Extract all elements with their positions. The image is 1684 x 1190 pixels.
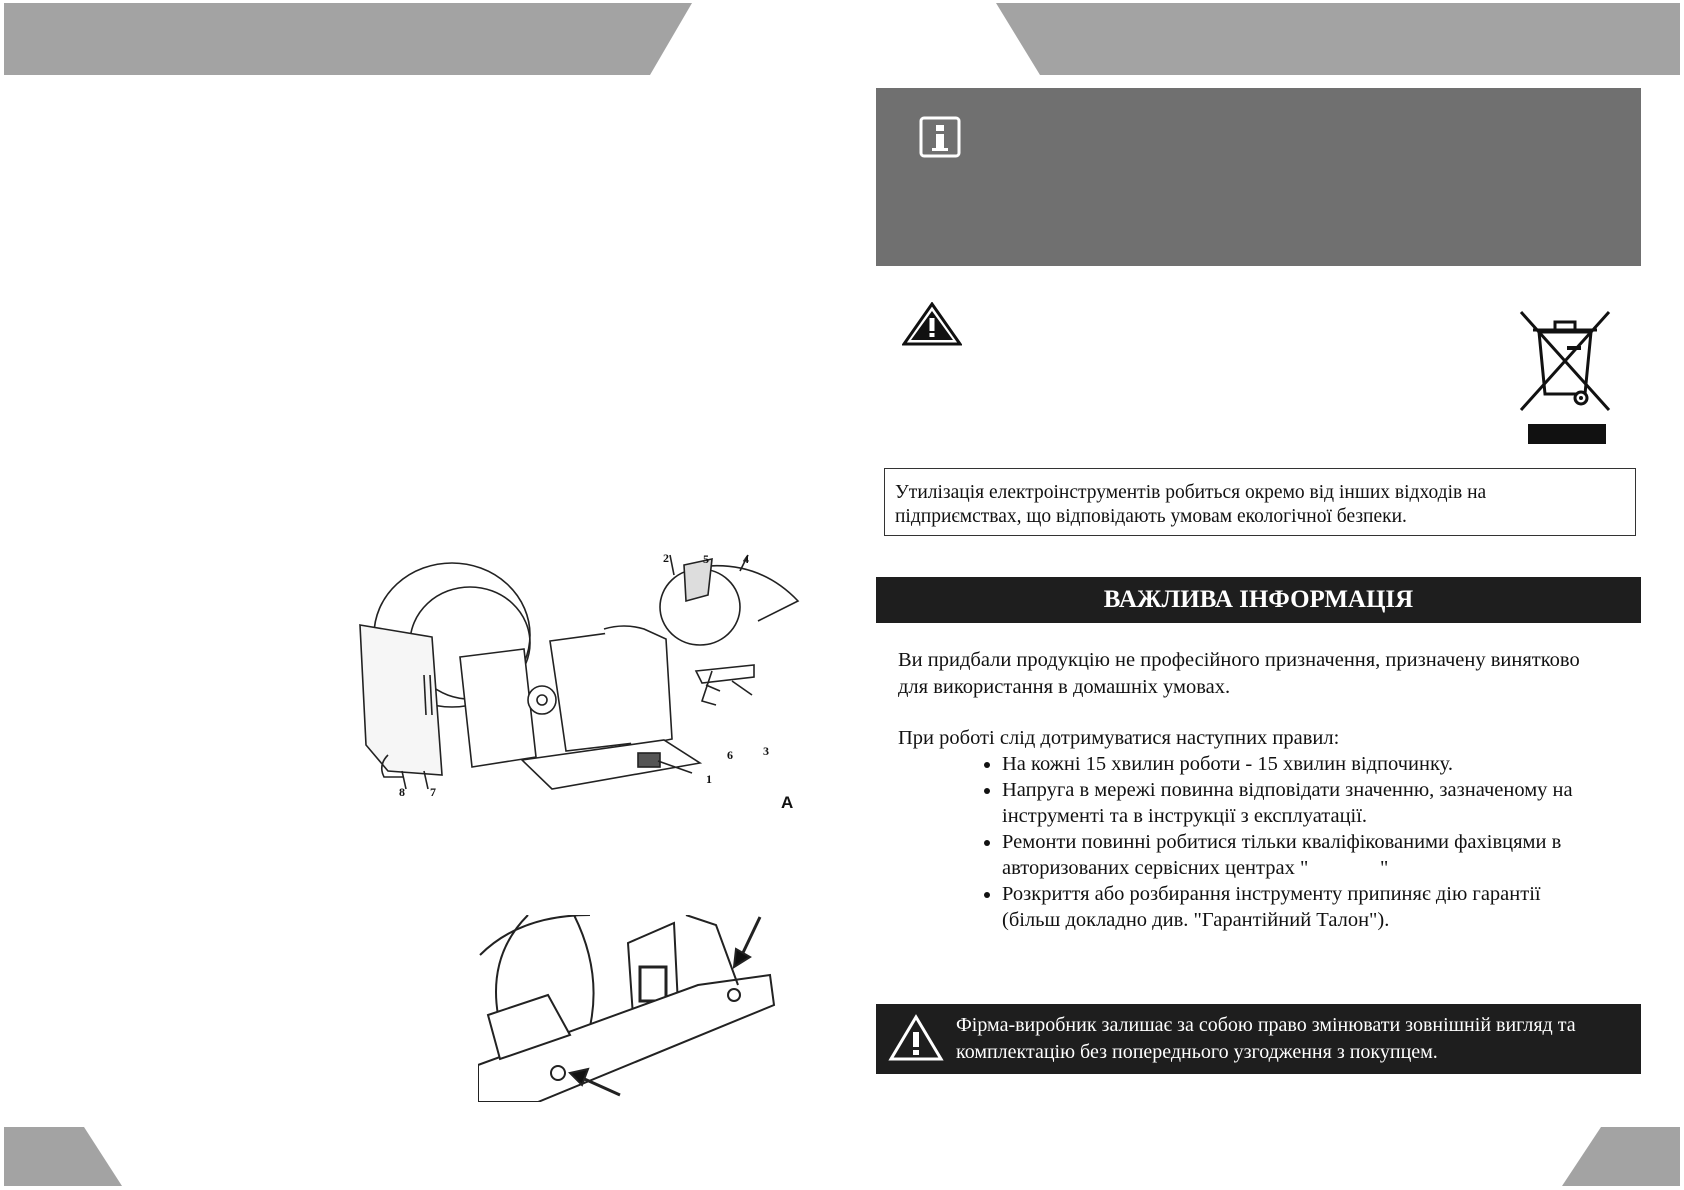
callout-5: 5 — [703, 552, 709, 566]
rule-item — [1002, 881, 1662, 933]
wheel-edge — [480, 915, 590, 955]
header-band-left — [4, 3, 692, 75]
power-switch — [638, 753, 660, 767]
leader-2 — [670, 555, 674, 575]
rules-list — [982, 751, 1662, 933]
disposal-note-line-1: Утилізація електроінструментів робиться окремо від інших відходів на — [895, 482, 1487, 503]
manufacturer-notice-line-1: Фірма-виробник залишає за собою право змінювати зовнішній вигляд та — [956, 1014, 1576, 1036]
callout-4: 4 — [743, 552, 749, 566]
callout-3: 3 — [763, 744, 769, 758]
rule-1-line-1: На кожні 15 хвилин роботи - 15 хвилин відпочинку. — [1002, 753, 1453, 775]
disposal-note-box — [884, 468, 1636, 536]
footer-band-left — [4, 1127, 122, 1186]
leader-3 — [732, 681, 752, 695]
grinder-figure-a — [352, 545, 812, 820]
rocker-switch — [640, 967, 666, 1001]
intro-line-1: Ви придбали продукцію не професійного призначення, призначену винятково — [898, 649, 1580, 671]
manufacturer-notice — [876, 1004, 1641, 1074]
callout-7: 7 — [430, 785, 436, 799]
warning-triangle-icon — [902, 302, 962, 346]
header-band-right — [996, 3, 1680, 75]
intro-line-2: для використання в домашніх умовах. — [898, 676, 1231, 698]
rule-4-line-1: Розкриття або розбирання інструменту припиняє дію гарантії — [1002, 883, 1541, 905]
manufacturer-notice-text — [956, 1012, 1636, 1066]
rule-3-line-1: Ремонти повинні робитися тільки кваліфікованими фахівцями в — [1002, 831, 1562, 853]
disposal-note-line-2: підприємствах, що відповідають умовам екологічної безпеки. — [895, 506, 1407, 527]
intro-paragraph — [898, 647, 1638, 701]
callout-6: 6 — [727, 748, 733, 762]
rule-2-line-1: Напруга в мережі повинна відповідати значенню, зазначеному на — [1002, 779, 1573, 801]
wheel-guard — [360, 625, 442, 775]
callout-8: 8 — [399, 785, 405, 799]
rule-2-line-2: інструменті та в інструкції з експлуатації. — [1002, 805, 1368, 827]
mounting-detail-figure — [478, 915, 784, 1102]
wheel-curve — [496, 915, 528, 1015]
rear-post — [686, 915, 738, 985]
machine-base — [522, 740, 700, 789]
rule-3-line-2: авторизованих сервісних центрах " " — [1002, 857, 1389, 879]
arrow-rear-head — [734, 949, 750, 967]
callout-2: 2 — [663, 551, 669, 565]
crossed-out-bin-icon — [1515, 310, 1615, 446]
warning-icon — [888, 1014, 944, 1062]
gear-housing — [460, 649, 536, 767]
rule-item — [1002, 777, 1662, 829]
manufacturer-notice-line-2: комплектацію без попереднього узгодження з покупцем. — [956, 1041, 1438, 1063]
callout-1: 1 — [706, 772, 712, 786]
footer-band-right — [1562, 1127, 1680, 1186]
info-panel — [876, 88, 1641, 266]
figure-label-a: A — [781, 793, 794, 812]
rules-title: При роботі слід дотримуватися наступних правил: — [898, 727, 1340, 749]
arrow-front-shaft — [580, 1077, 620, 1095]
info-icon — [919, 116, 961, 158]
housing-curve — [574, 915, 594, 1035]
rule-item — [1002, 751, 1662, 777]
rule-item — [1002, 829, 1662, 881]
rule-4-line-2: (більш докладно див. "Гарантійний Талон"). — [1002, 909, 1390, 931]
important-info-heading: ВАЖЛИВА ІНФОРМАЦІЯ — [876, 577, 1641, 623]
shaft-nut — [528, 686, 556, 714]
tool-rest — [696, 665, 754, 683]
leader-6 — [706, 685, 720, 691]
